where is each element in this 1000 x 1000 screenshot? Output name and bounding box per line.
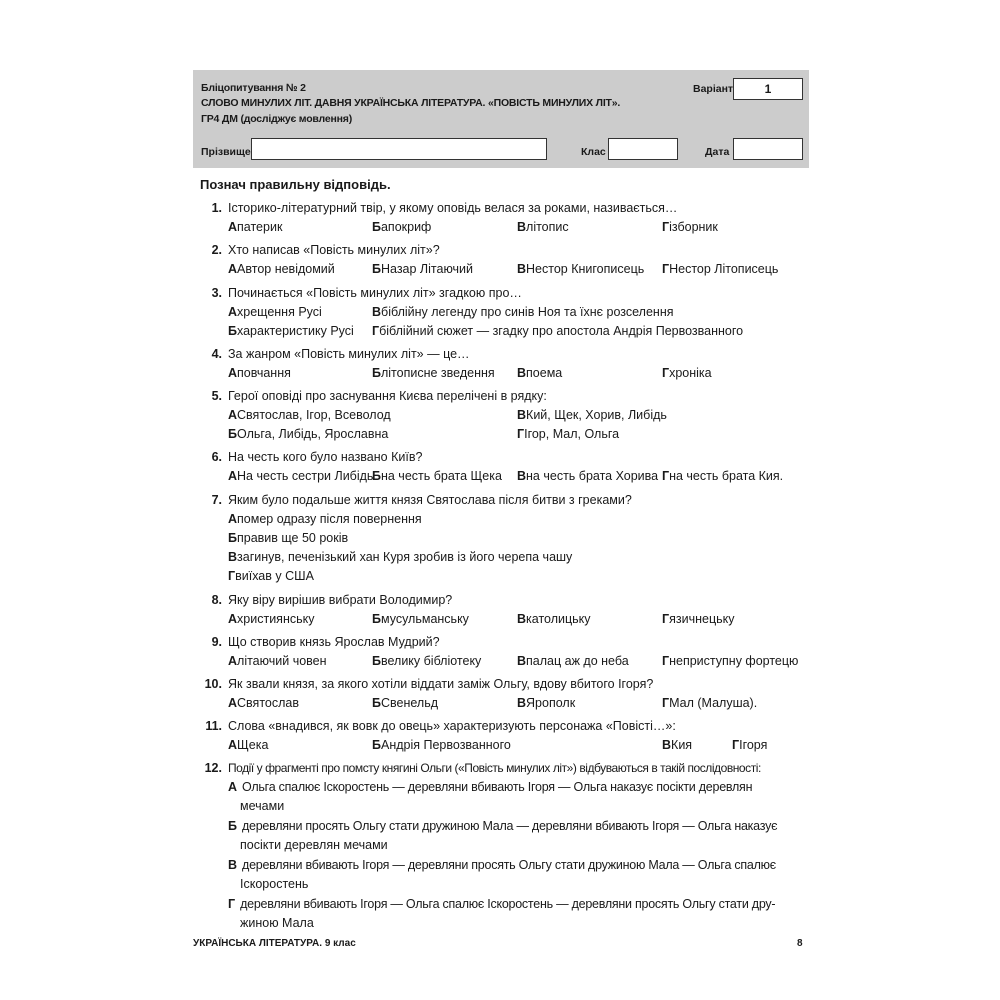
option-label: Ігор, Мал, Ольга [524, 427, 620, 441]
answer-option[interactable] [372, 304, 674, 320]
answer-option[interactable] [517, 219, 569, 235]
option-text: мечами [240, 799, 285, 813]
option-letter: А [228, 612, 238, 626]
option-label: Назар Літаючий [380, 262, 474, 276]
answer-option[interactable] [517, 468, 658, 484]
quiz-number: Бліцопитування № 2 [201, 82, 306, 94]
answer-option[interactable] [662, 737, 692, 753]
option-label: Святослав, Ігор, Всеволод [237, 408, 391, 422]
option-text [228, 779, 752, 795]
answer-option[interactable] [228, 426, 388, 442]
option-letter: Б [372, 612, 381, 626]
answer-option[interactable] [228, 695, 299, 711]
question-number: 7. [211, 493, 222, 507]
option-label: Андрія Первозванного [380, 738, 511, 752]
answer-option[interactable] [372, 695, 438, 711]
option-label: католицьку [526, 612, 591, 626]
option-text [228, 818, 777, 834]
option-label: патерик [237, 220, 283, 234]
answer-option[interactable] [228, 549, 572, 565]
question-number: 5. [211, 389, 222, 403]
option-label: помер одразу після повернення [237, 512, 422, 526]
answer-option[interactable] [228, 407, 391, 423]
question-text: Хто написав «Повість минулих літ»? [228, 243, 440, 257]
option-label: Святослав [237, 696, 300, 710]
class-label: Клас [581, 146, 606, 158]
answer-option[interactable] [517, 611, 591, 627]
option-letter: В [517, 262, 527, 276]
answer-option[interactable] [662, 468, 783, 484]
option-letter: Б [228, 427, 237, 441]
option-label: на честь брата Щека [380, 469, 502, 483]
answer-option[interactable] [662, 261, 778, 277]
option-letter: В [517, 469, 527, 483]
option-letter: В [517, 696, 527, 710]
option-letter: А [228, 780, 238, 794]
variant-field[interactable]: 1 [733, 78, 803, 100]
question-text: Слова «внадився, як вовк до овець» характеризують персонажа «Повісті…»: [228, 719, 676, 733]
answer-option[interactable] [228, 323, 354, 339]
question-number: 8. [211, 593, 222, 607]
option-label: деревляни просять Ольгу стати дружиною Мала — деревляни вбивають Ігоря — Ольга наказує [241, 819, 778, 833]
option-letter: А [228, 408, 238, 422]
answer-option[interactable] [228, 653, 327, 669]
option-label: загинув, печенізький хан Куря зробив із його черепа чашу [237, 550, 573, 564]
question-text: Що створив князь Ярослав Мудрий? [228, 635, 440, 649]
question-text: Герої оповіді про заснування Києва перелічені в рядку: [228, 389, 547, 403]
question-number: 11. [205, 719, 222, 733]
option-letter: Г [662, 654, 670, 668]
answer-option[interactable] [372, 261, 473, 277]
answer-option[interactable] [662, 219, 718, 235]
option-text: Іскоростень [240, 877, 309, 891]
question-number: 12. [204, 761, 222, 775]
answer-option[interactable] [228, 530, 348, 546]
instruction: Познач правильну відповідь. [200, 177, 391, 192]
option-label: палац аж до неба [526, 654, 629, 668]
question-number: 2. [211, 243, 222, 257]
option-letter: А [228, 654, 238, 668]
question-number: 1. [211, 201, 222, 215]
answer-option[interactable] [372, 365, 495, 381]
option-label: На честь сестри Либідь [237, 469, 374, 483]
option-label: Свенельд [380, 696, 439, 710]
page-number: 8 [797, 938, 803, 949]
option-letter: В [228, 858, 238, 872]
answer-option[interactable] [372, 219, 431, 235]
question-text: Як звали князя, за якого хотіли віддати заміж Ольгу, вдову вбитого Ігоря? [228, 677, 654, 691]
option-label: мусульманську [380, 612, 469, 626]
option-letter: Б [372, 262, 381, 276]
option-label: Ольга, Либідь, Ярославна [236, 427, 389, 441]
answer-option[interactable] [372, 323, 743, 339]
option-label: літопис [526, 220, 569, 234]
answer-option[interactable] [228, 737, 268, 753]
answer-option[interactable] [228, 511, 422, 527]
question-text: Яким було подальше життя князя Святослава після битви з греками? [228, 493, 632, 507]
option-letter: А [228, 512, 238, 526]
option-label: язичнецьку [669, 612, 735, 626]
option-label: Автор невідомий [237, 262, 335, 276]
question-text: Яку віру вирішив вибрати Володимир? [228, 593, 453, 607]
footer-subject: УКРАЇНСЬКА ЛІТЕРАТУРА. 9 клас [193, 938, 356, 949]
option-letter: Г [228, 569, 236, 583]
option-letter: В [372, 305, 382, 319]
option-letter: В [228, 550, 238, 564]
option-label: Мал (Малуша). [669, 696, 758, 710]
option-letter: А [228, 220, 238, 234]
answer-option[interactable] [228, 219, 282, 235]
question-number: 3. [211, 286, 222, 300]
answer-option[interactable] [662, 365, 712, 381]
option-label: деревляни вбивають Ігоря — Ольга спалює Іскоростень — деревляни просять Ольгу стати дру- [240, 897, 776, 911]
answer-option[interactable] [517, 407, 667, 423]
option-label: поема [526, 366, 563, 380]
option-letter: Г [662, 262, 670, 276]
option-label: деревляни вбивають Ігоря — деревляни просять Ольгу стати дружиною Мала — Ольга спалює [242, 858, 776, 872]
date-label: Дата [705, 146, 730, 158]
question-text: Історико-літературний твір, у якому оповідь велася за роками, називається… [228, 201, 678, 215]
answer-option[interactable] [228, 611, 314, 627]
option-letter: В [517, 220, 527, 234]
option-label: хроніка [669, 366, 712, 380]
option-letter: Б [372, 469, 381, 483]
option-letter: Г [662, 469, 670, 483]
option-letter: В [517, 408, 527, 422]
option-letter: Г [372, 324, 380, 338]
question-text: Починається «Повість минулих літ» згадкою про… [228, 286, 522, 300]
question-text: За жанром «Повість минулих літ» — це… [228, 347, 470, 361]
option-label: Нестор Літописець [669, 262, 779, 276]
option-letter: А [228, 262, 238, 276]
option-letter: Б [372, 738, 381, 752]
option-letter: Г [662, 696, 670, 710]
option-label: ізборник [669, 220, 718, 234]
question-text: Події у фрагменті про помсту княгині Ольги («Повість минулих літ») відбуваються в такій послідовності: [228, 761, 761, 775]
option-label: біблійний сюжет — згадку про апостола Андрія Первозванного [379, 324, 744, 338]
quiz-skill: ГР4 ДМ (досліджує мовлення) [201, 113, 353, 125]
answer-option[interactable] [517, 695, 575, 711]
option-label: хрещення Русі [237, 305, 322, 319]
surname-label: Прізвище [201, 146, 251, 158]
option-label: Ярополк [526, 696, 576, 710]
option-text [228, 857, 776, 873]
option-letter: Б [372, 366, 381, 380]
option-letter: Б [228, 324, 237, 338]
surname-field[interactable] [251, 138, 547, 160]
option-letter: В [517, 366, 527, 380]
question-number: 4. [211, 347, 222, 361]
header-box [193, 70, 809, 168]
option-label: правив ще 50 років [236, 531, 349, 545]
option-label: літописне зведення [380, 366, 495, 380]
answer-option[interactable] [517, 365, 562, 381]
option-label: неприступну фортецю [669, 654, 799, 668]
answer-option[interactable] [228, 365, 291, 381]
option-label: на честь брата Хорива [526, 469, 659, 483]
answer-option[interactable] [732, 737, 767, 753]
option-text [228, 896, 775, 912]
option-letter: Б [372, 696, 381, 710]
question-number: 6. [211, 450, 222, 464]
option-letter: В [517, 654, 527, 668]
option-letter: В [662, 738, 672, 752]
option-label: виїхав у США [235, 569, 314, 583]
option-letter: Г [662, 366, 670, 380]
option-label: літаючий човен [237, 654, 327, 668]
option-letter: Г [517, 427, 525, 441]
option-label: християнську [237, 612, 315, 626]
option-letter: Б [228, 819, 237, 833]
question-text: На честь кого було названо Київ? [228, 450, 423, 464]
answer-option[interactable] [517, 426, 619, 442]
option-label: Ольга спалює Іскоростень — деревляни вбивають Ігоря — Ольга наказує посікти деревлян [242, 780, 753, 794]
answer-option[interactable] [517, 261, 644, 277]
option-label: Щека [237, 738, 269, 752]
option-letter: А [228, 305, 238, 319]
answer-option[interactable] [517, 653, 629, 669]
option-letter: А [228, 469, 238, 483]
answer-option[interactable] [228, 261, 335, 277]
quiz-topic: СЛОВО МИНУЛИХ ЛІТ. ДАВНЯ УКРАЇНСЬКА ЛІТЕРАТУРА. «ПОВІСТЬ МИНУЛИХ ЛІТ». [201, 97, 621, 109]
question-number: 9. [211, 635, 222, 649]
option-text: жиною Мала [240, 916, 314, 930]
answer-option[interactable] [372, 737, 511, 753]
option-letter: А [228, 696, 238, 710]
option-label: Ігоря [739, 738, 768, 752]
option-label: на честь брата Кия. [669, 469, 784, 483]
option-letter: Г [228, 897, 236, 911]
answer-option[interactable] [372, 653, 481, 669]
option-letter: В [517, 612, 527, 626]
option-letter: Г [732, 738, 740, 752]
option-letter: А [228, 738, 238, 752]
option-label: велику бібліотеку [380, 654, 482, 668]
answer-option[interactable] [662, 695, 757, 711]
question-number: 10. [204, 677, 222, 691]
option-label: біблійну легенду про синів Ноя та їхнє розселення [381, 305, 674, 319]
option-letter: Б [372, 220, 381, 234]
class-field[interactable] [608, 138, 678, 160]
answer-option[interactable] [662, 653, 798, 669]
answer-option[interactable] [228, 304, 322, 320]
option-letter: Г [662, 612, 670, 626]
answer-option[interactable] [662, 611, 734, 627]
option-label: характеристику Русі [236, 324, 354, 338]
option-letter: Б [228, 531, 237, 545]
answer-option[interactable] [228, 468, 373, 484]
option-label: повчання [237, 366, 291, 380]
option-label: Нестор Книгописець [526, 262, 645, 276]
variant-label: Варіант [693, 83, 734, 95]
option-letter: Б [372, 654, 381, 668]
option-label: Кий, Щек, Хорив, Либідь [526, 408, 667, 422]
option-text: посікти деревлян мечами [240, 838, 388, 852]
option-label: апокриф [380, 220, 432, 234]
option-letter: Г [662, 220, 670, 234]
answer-option[interactable] [228, 568, 314, 584]
option-label: Кия [671, 738, 693, 752]
date-field[interactable] [733, 138, 803, 160]
option-letter: А [228, 366, 238, 380]
answer-option[interactable] [372, 611, 469, 627]
answer-option[interactable] [372, 468, 502, 484]
